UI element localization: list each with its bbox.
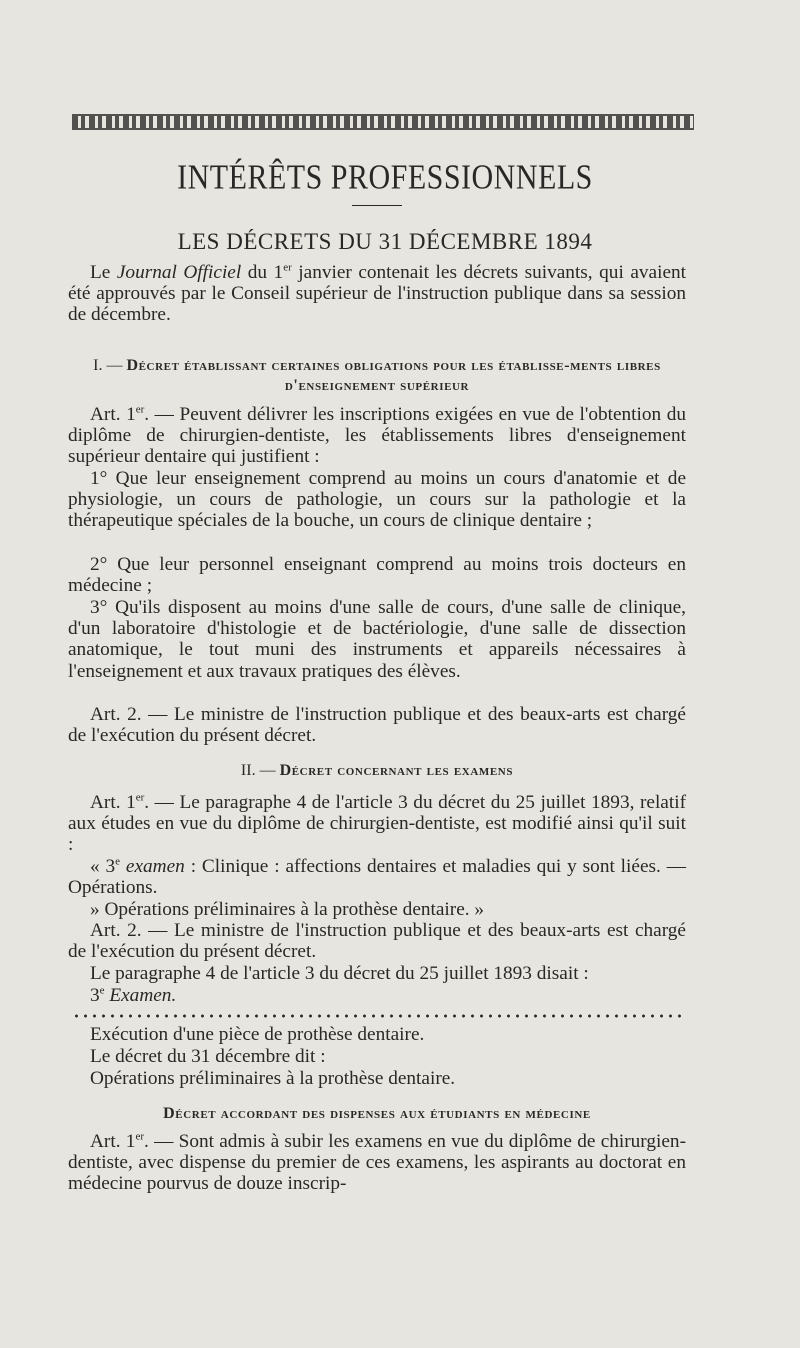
decree-2-heading: II. — Décret concernant les examens xyxy=(240,762,514,779)
exec-line: Exécution d'une pièce de prothèse dentaire. xyxy=(90,1024,425,1045)
old-paragraph-text: Le paragraphe 4 de l'article 3 du décret du 25 juillet 1893 disait : xyxy=(90,963,589,984)
decree-3-heading: Décret accordant des dispenses aux étudiants en médecine xyxy=(163,1105,591,1122)
new-ops-line: Opérations préliminaires à la prothèse dentaire. xyxy=(90,1068,456,1089)
decree-2-article-1: Art. 1er. — Le paragraphe 4 de l'article 3 du décret du 25 juillet 1893, relatif aux études en vue du diplôme de chirurgien-dentiste, est modifié ainsi qu'il suit : xyxy=(68,791,686,856)
decorative-border xyxy=(72,114,694,130)
decree-2-quote: « 3e examen : Clinique : affections dentaires et maladies qui y sont liées. — Opérations. xyxy=(68,855,686,899)
title-rule xyxy=(352,205,402,206)
decree-1-item-1: 1° Que leur enseignement comprend au moins un cours d'anatomie et de physiologie, un cours de pathologie, un cours sur la pathologie et la thérapeutique spéciales de la bouche, un cours de clinique dentaire ; xyxy=(68,468,686,532)
new-decree-line: Le décret du 31 décembre dit : xyxy=(90,1046,326,1067)
decree-1-article-1: Art. 1er. — Peuvent délivrer les inscriptions exigées en vue de l'obtention du diplôme de chirurgien-dentiste, les établissements libres d'enseignement supérieur dentaire qui justifient : xyxy=(68,403,687,468)
decree-1-article-2: Art. 2. — Le ministre de l'instruction publique et des beaux-arts est chargé de l'exécution du présent décret. xyxy=(68,704,686,747)
old-exam-label: 3e Examen. xyxy=(90,984,177,1006)
decree-1-heading: I. — Décret établissant certaines obligations pour les établisse-ments libres d'enseignement supérieur xyxy=(93,357,661,394)
decree-2-quote-continued: » Opérations préliminaires à la prothèse dentaire. » xyxy=(90,899,485,920)
dotted-separator xyxy=(72,1014,682,1018)
journal-name: Journal Officiel xyxy=(116,262,242,283)
decree-2-article-2: Art. 2. — Le ministre de l'instruction publique et des beaux-arts est chargé de l'exécution du présent décret. xyxy=(68,920,686,963)
article-subtitle: LES DÉCRETS DU 31 DÉCEMBRE 1894 xyxy=(177,229,593,254)
decree-1-item-2: 2° Que leur personnel enseignant comprend au moins trois docteurs en médecine ; xyxy=(68,554,686,597)
intro-paragraph: Le Journal Officiel du 1er janvier contenait les décrets suivants, qui avaient été approuvés par le Conseil supérieur de l'instruction publique dans sa session de décembre. xyxy=(68,261,686,326)
decree-1-item-3: 3° Qu'ils disposent au moins d'une salle de cours, d'une salle de clinique, d'un laboratoire d'histologie et de bactériologie, d'une salle de dissection anatomique, le tout muni des instruments et appareils nécessaires à l'enseignement et aux travaux pratiques des élèves. xyxy=(68,597,686,682)
section-title: INTÉRÊTS PROFESSIONNELS xyxy=(177,158,593,197)
decree-3-article-1: Art. 1er. — Sont admis à subir les examens en vue du diplôme de chirurgien-dentiste, avec dispense du premier de ces examens, les aspirants au doctorat en médecine pourvus de douze inscrip- xyxy=(68,1130,686,1195)
